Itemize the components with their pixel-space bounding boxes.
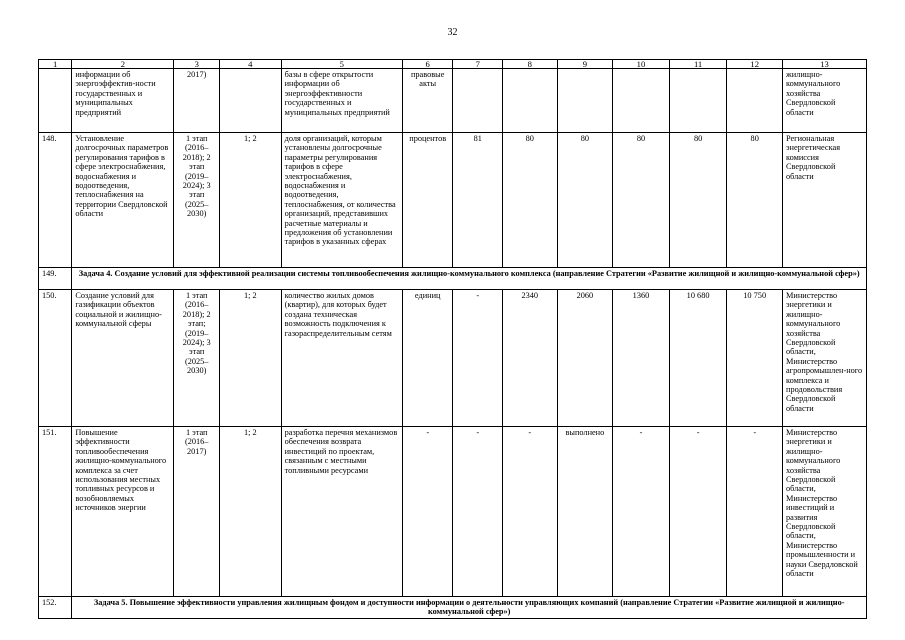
header-cell: 11 <box>669 60 727 69</box>
table-row-continued <box>39 69 867 133</box>
table-row-150 <box>39 290 867 427</box>
value-cell: - <box>453 290 503 427</box>
header-cell: 6 <box>402 60 453 69</box>
table-row-151 <box>39 427 867 597</box>
value-cell: - <box>613 427 670 597</box>
unit-cell: правовые акты <box>402 69 453 133</box>
value-cell: - <box>453 427 503 597</box>
unit-cell: - <box>402 427 453 597</box>
indicator-cell: базы в сфере открытости информации об энергоэффективности государственных и муниципальных предприятий <box>281 69 402 133</box>
row-number-cell: 152. <box>39 597 72 619</box>
value-cell <box>453 69 503 133</box>
header-cell: 13 <box>783 60 867 69</box>
goals-cell: 1; 2 <box>219 427 281 597</box>
measure-name-cell: Повышение эффективности топливообеспечения жилищно-коммунального комплекса за счет использования местных топливных ресурсов и возобновляемых источников энергии <box>72 427 174 597</box>
header-cell: 7 <box>453 60 503 69</box>
row-number-cell: 150. <box>39 290 72 427</box>
header-row <box>39 60 867 69</box>
measure-name-cell: Создание условий для газификации объектов социальной и жилищно-коммунальной сферы <box>72 290 174 427</box>
header-cell: 1 <box>39 60 72 69</box>
measure-name-cell: Установление долгосрочных параметров регулирования тарифов в сфере электроснабжения, водоснабжения и водоотведения, теплоснабжения на территории Свердловской области <box>72 133 174 268</box>
header-cell: 3 <box>174 60 219 69</box>
value-cell <box>727 69 783 133</box>
header-cell: 8 <box>503 60 558 69</box>
unit-cell: процентов <box>402 133 453 268</box>
value-cell: - <box>669 427 727 597</box>
stages-cell: 2017) <box>174 69 219 133</box>
value-cell: 2060 <box>557 290 613 427</box>
measures-table <box>38 59 867 619</box>
header-cell: 5 <box>281 60 402 69</box>
value-cell: 81 <box>453 133 503 268</box>
row-number-cell: 151. <box>39 427 72 597</box>
table-row-148 <box>39 133 867 268</box>
page-number: 32 <box>447 27 458 38</box>
header-cell: 4 <box>219 60 281 69</box>
value-cell: 80 <box>503 133 558 268</box>
value-cell <box>669 69 727 133</box>
indicator-cell: разработка перечня механизмов обеспечения возврата инвестиций по проектам, связанным с местными топливными ресурсами <box>281 427 402 597</box>
value-cell: 80 <box>613 133 670 268</box>
value-cell <box>613 69 670 133</box>
indicator-cell: доля организаций, которым установлены долгосрочные параметры регулирования тарифов в сфере электроснабжения, водоснабжения и водоотведения, теплоснабжения, от количества организаций, представивших расчетные материалы и предложения об установлении тарифов в указанных сферах <box>281 133 402 268</box>
responsible-cell: жилищно-коммунального хозяйства Свердловской области <box>783 69 867 133</box>
measure-name-cell: информации об энергоэффектив-ности государственных и муниципальных предприятий <box>72 69 174 133</box>
row-number-cell: 148. <box>39 133 72 268</box>
value-cell: 2340 <box>503 290 558 427</box>
value-cell: - <box>503 427 558 597</box>
header-cell: 2 <box>72 60 174 69</box>
stages-cell: 1 этап (2016– 2017) <box>174 427 219 597</box>
value-cell <box>557 69 613 133</box>
responsible-cell: Региональная энергетическая комиссия Свердловской области <box>783 133 867 268</box>
value-cell: 1360 <box>613 290 670 427</box>
value-cell: 10 680 <box>669 290 727 427</box>
value-cell: 80 <box>557 133 613 268</box>
value-cell <box>503 69 558 133</box>
goals-cell: 1; 2 <box>219 290 281 427</box>
value-cell: 10 750 <box>727 290 783 427</box>
task-row-149 <box>39 268 867 290</box>
task-heading: Задача 5. Повышение эффективности управления жилищным фондом и доступности информации о деятельности управляющих компаний (направление Стратегии «Развитие жилищной и жилищно-коммунальной сфер») <box>72 597 867 619</box>
value-cell: - <box>727 427 783 597</box>
indicator-cell: количество жилых домов (квартир), для которых будет создана техническая возможность подключения к газораспределительным сетям <box>281 290 402 427</box>
goals-cell: 1; 2 <box>219 133 281 268</box>
responsible-cell: Министерство энергетики и жилищно-коммунального хозяйства Свердловской области, Министерство агропромышлен-ного комплекса и продовольствия Свердловской области <box>783 290 867 427</box>
row-number-cell: 149. <box>39 268 72 290</box>
stages-cell: 1 этап (2016– 2018); 2 этап; (2019– 2024); 3 этап (2025– 2030) <box>174 290 219 427</box>
value-cell: выполнено <box>557 427 613 597</box>
value-cell: 80 <box>727 133 783 268</box>
unit-cell: единиц <box>402 290 453 427</box>
row-number-cell <box>39 69 72 133</box>
goals-cell <box>219 69 281 133</box>
value-cell: 80 <box>669 133 727 268</box>
header-cell: 10 <box>613 60 670 69</box>
stages-cell: 1 этап (2016– 2018); 2 этап (2019– 2024); 3 этап (2025– 2030) <box>174 133 219 268</box>
task-row-152 <box>39 597 867 619</box>
task-heading: Задача 4. Создание условий для эффективной реализации системы топливообеспечения жилищно-коммунального комплекса (направление Стратегии «Развитие жилищной и жилищно-коммунальной сфер») <box>72 268 867 290</box>
header-cell: 12 <box>727 60 783 69</box>
responsible-cell: Министерство энергетики и жилищно-коммунального хозяйства Свердловской области, Министерство инвестиций и развития Свердловской области, Министерство промышленности и науки Свердловской области <box>783 427 867 597</box>
header-cell: 9 <box>557 60 613 69</box>
